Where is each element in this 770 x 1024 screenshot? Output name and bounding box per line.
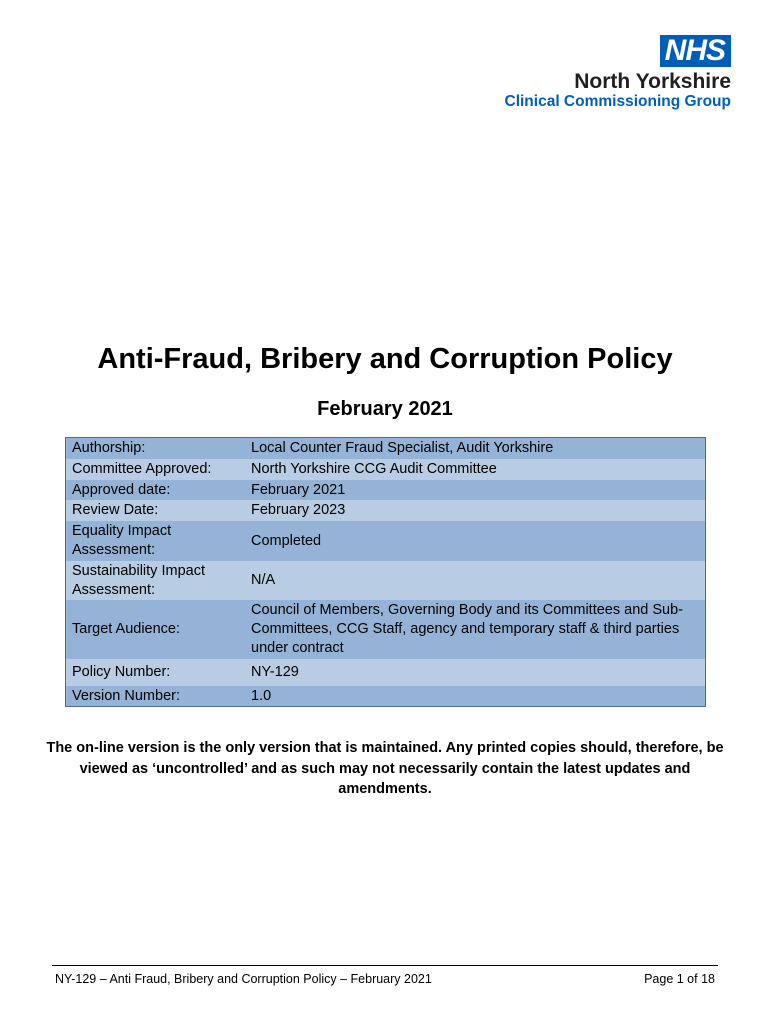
- row-value: Council of Members, Governing Body and its Committees and Sub-Committees, CCG Staff, agency and temporary staff & third parties under contract: [245, 600, 706, 658]
- uncontrolled-copy-notice: The on-line version is the only version that is maintained. Any printed copies should, therefore, be viewed as ‘uncontrolled’ and as such may not necessarily contain the latest updates and amendments.: [46, 740, 724, 797]
- row-value: North Yorkshire CCG Audit Committee: [245, 459, 706, 480]
- table-row: [66, 438, 706, 459]
- row-value: February 2023: [245, 500, 706, 521]
- row-label: Authorship:: [66, 438, 246, 459]
- row-label: Committee Approved:: [66, 459, 246, 480]
- nhs-logo: [505, 35, 732, 111]
- row-value: N/A: [245, 561, 706, 601]
- footer-divider: [52, 965, 718, 966]
- row-value: NY-129: [245, 659, 706, 686]
- row-value: 1.0: [245, 686, 706, 707]
- table-row: [66, 459, 706, 480]
- row-label: Equality Impact Assessment:: [66, 521, 246, 561]
- nhs-wordmark: NHS: [660, 35, 731, 67]
- row-value: Completed: [245, 521, 706, 561]
- row-label: Review Date:: [66, 500, 246, 521]
- document-date: February 2021: [317, 398, 453, 420]
- table-row: [66, 500, 706, 521]
- table-row: [66, 480, 706, 501]
- org-name: North Yorkshire: [574, 70, 731, 93]
- policy-details-table: [65, 437, 706, 707]
- table-row: [66, 686, 706, 707]
- table-row: [66, 600, 706, 658]
- row-value: February 2021: [245, 480, 706, 501]
- row-value: Local Counter Fraud Specialist, Audit Yorkshire: [245, 438, 706, 459]
- table-row: [66, 659, 706, 686]
- row-label: Policy Number:: [66, 659, 246, 686]
- row-label: Sustainability Impact Assessment:: [66, 561, 246, 601]
- table-row: [66, 521, 706, 561]
- row-label: Approved date:: [66, 480, 246, 501]
- document-title: Anti-Fraud, Bribery and Corruption Policy: [97, 343, 673, 375]
- row-label: Target Audience:: [66, 600, 246, 658]
- org-subtitle: Clinical Commissioning Group: [504, 93, 731, 110]
- row-label: Version Number:: [66, 686, 246, 707]
- table-row: [66, 561, 706, 601]
- footer-page-number: Page 1 of 18: [644, 972, 715, 986]
- footer-document-ref: NY-129 – Anti Fraud, Bribery and Corruption Policy – February 2021: [55, 972, 432, 986]
